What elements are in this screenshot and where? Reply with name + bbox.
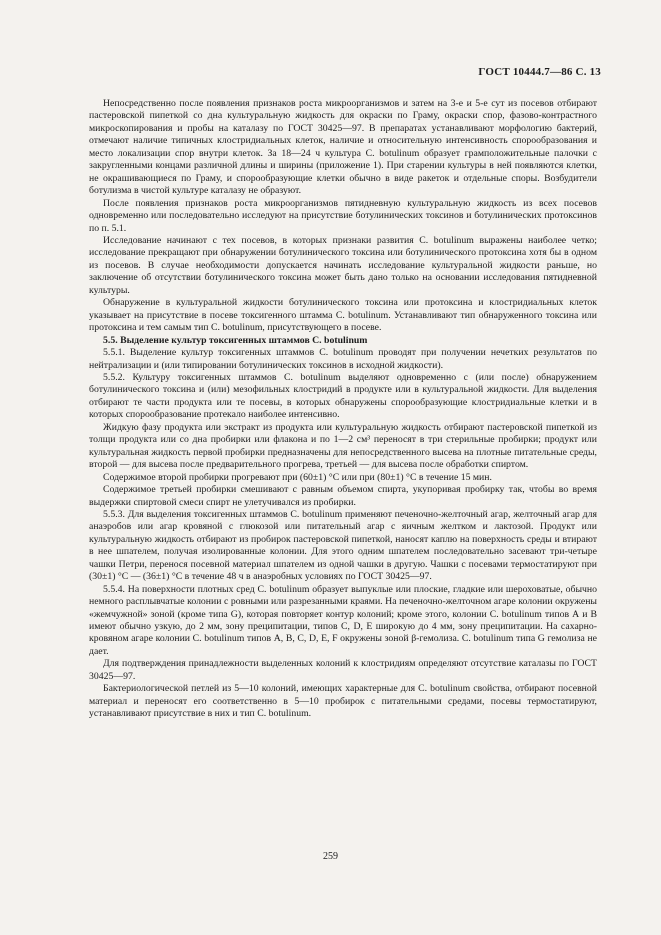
page-number: 259 — [323, 851, 338, 862]
paragraph: 5.5.1. Выделение культур токсигенных штаммов C. botulinum проводят при получении нечетких результатов по нейтрализации и (или типировании ботулинических токсинов в исходной жидкости). — [89, 347, 597, 371]
paragraph: Обнаружение в культуральной жидкости ботулинического токсина или протоксина и клостридиальных клеток указывает на присутствие в посеве токсигенного штамма C. botulinum. Устанавливают тип обнаруженного токсина или протоксина и тем самым тип C. botulinum, присутствующего в посеве. — [89, 297, 597, 334]
paragraph: Содержимое третьей пробирки смешивают с равным объемом спирта, укупоривая пробирку так, чтобы во время выдержки спиртовой смеси спирт не улетучивался из пробирки. — [89, 484, 597, 508]
paragraph: 5.5.4. На поверхности плотных сред C. botulinum образует выпуклые или плоские, гладкие или шероховатые, обычно немного расплывчатые колонии с ровными или разрезанными краями. На печеночно-желточном агаре колонии окружены «жемчужной» зоной (кроме типа G), которая повторяет контур колоний; кроме этого, колонии C. botulinum типов А и В имеют обычно узкую, до 2 мм, зону преципитации, типов C, D, E широкую до 4 мм, зону преципитации. На сахарно-кровяном агаре колонии C. botulinum типов A, B, C, D, E, F окружены зоной β-гемолиза. C. botulinum типа G гемолиза не дает. — [89, 583, 597, 657]
paragraph: Содержимое второй пробирки прогревают при (60±1) °С или при (80±1) °С в течение 15 мин. — [103, 471, 492, 483]
document-body — [89, 98, 597, 721]
paragraph: Жидкую фазу продукта или экстракт из продукта или культуральную жидкость отбирают пастеровской пипеткой из толщи продукта или со дна пробирки или флакона и по 1—2 см³ переносят в три стерильные пробирки; продукт или культуральная жидкость первой пробирки предназначены для непосредственного высева на плотные питательные среды, второй — для высева после предварительного прогрева, третьей — для высева после обработки спиртом. — [89, 421, 597, 471]
paragraph: Для подтверждения принадлежности выделенных колоний к клостридиям определяют отсутствие каталазы по ГОСТ 30425—97. — [89, 658, 597, 682]
page-header: ГОСТ 10444.7—86 С. 13 — [478, 66, 601, 78]
section-heading: 5.5. Выделение культур токсигенных штаммов C. botulinum — [103, 334, 368, 346]
paragraph: После появления признаков роста микроорганизмов пятидневную культуральную жидкость из всех посевов одновременно или последовательно исследуют на присутствие ботулинических токсинов и ботулинических протоксинов по п. 5.1. — [89, 197, 597, 234]
paragraph: Непосредственно после появления признаков роста микроорганизмов и затем на 3-е и 5-е сут из посевов отбирают пастеровской пипеткой со дна культуральную жидкость для окраски по Граму, окраски спор, фазово-контрастного микроскопирования и пробы на каталазу по ГОСТ 30425—97. В препаратах устанавливают морфологию бактерий, отмечают наличие типичных клостридиальных клеток, наличие и относительную интенсивность спорообразования и место локализации спор внутри клеток. За 18—24 ч культура C. botulinum образует грамположительные палочки с закругленными концами различной длины и ширины (приложение 1). При старении культуры в ней появляются клетки, не окрашивающиеся по Граму, и спорообразующие клетки обычно в виде ракеток и отдельные споры. Возбудители ботулизма в чистой культуре каталазу не образуют. — [89, 98, 597, 197]
paragraph: Исследование начинают с тех посевов, в которых признаки развития C. botulinum выражены наиболее четко; исследование прекращают при обнаружении ботулинического токсина или ботулинического протоксина хотя бы в одном из посевов. В случае необходимости допускается начинать исследование культуральной жидкости раньше, но заключение об отсутствии ботулинического токсина может быть дано только на основании исследования пятидневной культуры. — [89, 234, 597, 296]
paragraph: 5.5.3. Для выделения токсигенных штаммов C. botulinum применяют печеночно-желточный агар, желточный агар для анаэробов или агар кровяной с глюкозой или питательный агар с яичным желтком и лактозой. Продукт или культуральную жидкость отбирают из пробирок пастеровской пипеткой, наносят каплю на поверхность среды и втирают в нее шпателем, получая изолированные колонии. Для этого одним шпателем последовательно засевают три-четыре чашки Петри, перенося посевной материал шпателем из одной чашки в другую. Чашки с посевами термостатируют при (30±1) °С — (36±1) °С в течение 48 ч в анаэробных условиях по ГОСТ 30425—97. — [89, 508, 597, 583]
paragraph: 5.5.2. Культуру токсигенных штаммов C. botulinum выделяют одновременно с (или после) обнаружением ботулинического токсина и (или) мезофильных клостридий в продукте или в культуральной жидкости. Для выделения отбирают те части продукта или те посевы, в которых обнаружены спорообразующие клостридиальные клетки и в которых спорообразование протекало наиболее интенсивно. — [89, 371, 597, 421]
paragraph: Бактериологической петлей из 5—10 колоний, имеющих характерные для C. botulinum свойства, отбирают посевной материал и переносят его соответственно в 5—10 пробирок с питательными средами, посевы термостатируют, устанавливают присутствие в них и тип C. botulinum. — [89, 683, 597, 720]
